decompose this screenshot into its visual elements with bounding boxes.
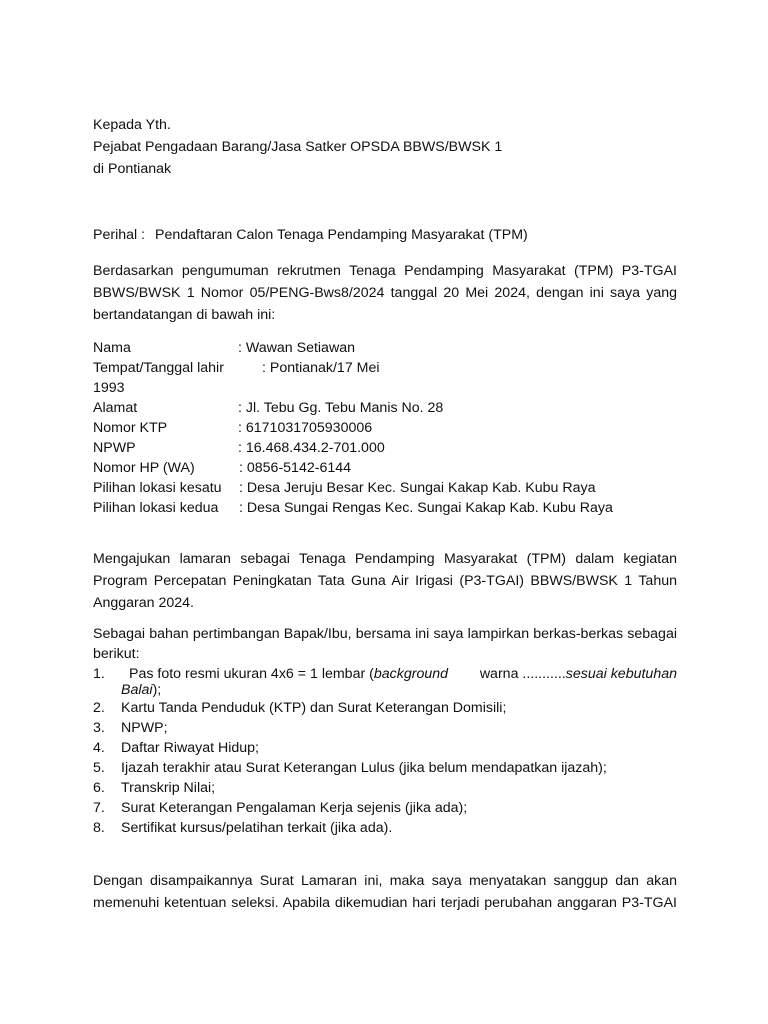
identity-value: : Desa Sungai Rengas Kec. Sungai Kakap Kab. Kubu Raya bbox=[239, 500, 613, 516]
list-item-number: 7. bbox=[93, 800, 105, 816]
identity-label: Nomor HP (WA) bbox=[93, 460, 195, 476]
identity-label: Nomor KTP bbox=[93, 420, 168, 436]
list-item-text: Sertifikat kursus/pelatihan terkait (jika ada). bbox=[121, 820, 393, 836]
list-item-part: Pas foto resmi ukuran 4x6 = 1 lembar ( bbox=[129, 666, 374, 682]
identity-label: Alamat bbox=[93, 400, 138, 416]
list-item-text: Transkrip Nilai; bbox=[121, 780, 216, 796]
application-line-2: Program Percepatan Peningkatan Tata Guna Air Irigasi (P3-TGAI) BBWS/BWSK 1 Tahun bbox=[93, 573, 677, 589]
intro-paragraph bbox=[93, 260, 677, 326]
identity-row-phone bbox=[93, 458, 677, 478]
application-line-3: Anggaran 2024. bbox=[93, 595, 194, 611]
list-item-italic: sesuai kebutuhan bbox=[565, 666, 677, 682]
identity-label: Pilihan lokasi kesatu bbox=[93, 480, 222, 496]
subject-text: Pendaftaran Calon Tenaga Pendamping Masyarakat (TPM) bbox=[155, 227, 528, 243]
attachments-intro-line-2: berikut: bbox=[93, 646, 140, 662]
identity-block bbox=[93, 338, 677, 518]
list-item-text: Surat Keterangan Pengalaman Kerja sejenis (jika ada); bbox=[121, 800, 468, 816]
identity-value: : Wawan Setiawan bbox=[238, 340, 355, 356]
list-item bbox=[93, 758, 677, 778]
recipient-name: Pejabat Pengadaan Barang/Jasa Satker OPSDA BBWS/BWSK 1 bbox=[93, 139, 503, 155]
list-item-part: ); bbox=[152, 682, 162, 698]
list-item-number: 6. bbox=[93, 780, 105, 796]
closing-line-2: memenuhi ketentuan seleksi. Apabila dikemudian hari terjadi perubahan anggaran P3-TGAI bbox=[93, 895, 677, 911]
application-paragraph bbox=[93, 548, 677, 614]
list-item-number: 2. bbox=[93, 700, 105, 716]
identity-label: Nama bbox=[93, 340, 131, 356]
subject-label: Perihal bbox=[93, 227, 138, 243]
list-item-number: 4. bbox=[93, 740, 105, 756]
list-item-line bbox=[129, 666, 677, 682]
list-item bbox=[93, 698, 677, 718]
subject-line bbox=[93, 224, 677, 246]
list-item-italic: background bbox=[373, 666, 449, 682]
recipient-location: di Pontianak bbox=[93, 161, 172, 177]
list-item bbox=[93, 818, 677, 838]
identity-value: : Pontianak/17 Mei bbox=[262, 360, 380, 376]
intro-line-2: BBWS/BWSK 1 Nomor 05/PENG-Bws8/2024 tanggal 20 Mei 2024, dengan ini saya yang bbox=[93, 285, 677, 301]
identity-value: : 16.468.434.2-701.000 bbox=[238, 440, 385, 456]
attachments-intro bbox=[93, 624, 677, 664]
identity-row-address bbox=[93, 398, 677, 418]
list-item-number: 5. bbox=[93, 760, 105, 776]
identity-row-ktp bbox=[93, 418, 677, 438]
identity-value: : 6171031705930006 bbox=[238, 420, 373, 436]
list-item-text: NPWP; bbox=[121, 720, 168, 736]
list-item bbox=[93, 718, 677, 738]
list-item-part: warna ........... bbox=[479, 666, 566, 682]
list-item-number: 1. bbox=[93, 666, 105, 682]
identity-label: NPWP bbox=[93, 440, 136, 456]
list-item-text: Ijazah terakhir atau Surat Keterangan Lulus (jika belum mendapatkan ijazah); bbox=[121, 760, 607, 776]
identity-value: : Desa Jeruju Besar Kec. Sungai Kakap Kab. Kubu Raya bbox=[239, 480, 596, 496]
identity-row-birth bbox=[93, 358, 677, 378]
intro-line-1: Berdasarkan pengumuman rekrutmen Tenaga Pendamping Masyarakat (TPM) P3-TGAI bbox=[93, 263, 677, 279]
list-item bbox=[93, 664, 677, 698]
identity-row-name bbox=[93, 338, 677, 358]
application-line-1: Mengajukan lamaran sebagai Tenaga Pendamping Masyarakat (TPM) dalam kegiatan bbox=[93, 551, 677, 567]
list-item-italic: Balai bbox=[121, 682, 153, 698]
identity-value: : 0856-5142-6144 bbox=[239, 460, 352, 476]
letter-page bbox=[93, 114, 677, 914]
closing-line-1: Dengan disampaikannya Surat Lamaran ini, maka saya menyatakan sanggup dan akan bbox=[93, 873, 677, 889]
attachments-list bbox=[93, 664, 677, 838]
intro-line-3: bertandatangan di bawah ini: bbox=[93, 307, 276, 323]
recipient-salutation: Kepada Yth. bbox=[93, 117, 171, 133]
identity-label: Tempat/Tanggal lahir bbox=[93, 360, 224, 376]
identity-row-birth-cont bbox=[93, 378, 677, 398]
identity-row-location-2 bbox=[93, 498, 677, 518]
identity-row-npwp bbox=[93, 438, 677, 458]
list-item-number: 3. bbox=[93, 720, 105, 736]
list-item-number: 8. bbox=[93, 820, 105, 836]
list-item-text bbox=[121, 664, 677, 698]
subject-colon: : bbox=[141, 227, 145, 243]
closing-paragraph bbox=[93, 870, 677, 914]
list-item-line bbox=[121, 682, 677, 698]
attachments-intro-line-1: Sebagai bahan pertimbangan Bapak/Ibu, bersama ini saya lampirkan berkas-berkas sebagai bbox=[93, 626, 677, 642]
identity-label: Pilihan lokasi kedua bbox=[93, 500, 219, 516]
list-item-text: Daftar Riwayat Hidup; bbox=[121, 740, 259, 756]
identity-row-location-1 bbox=[93, 478, 677, 498]
list-item bbox=[93, 798, 677, 818]
list-item bbox=[93, 738, 677, 758]
list-item bbox=[93, 778, 677, 798]
identity-value: : Jl. Tebu Gg. Tebu Manis No. 28 bbox=[238, 400, 444, 416]
attachments-list-rest bbox=[93, 698, 677, 838]
list-item-text: Kartu Tanda Penduduk (KTP) dan Surat Keterangan Domisili; bbox=[121, 700, 507, 716]
recipient-block bbox=[93, 114, 677, 180]
identity-value-cont: 1993 bbox=[93, 380, 125, 396]
